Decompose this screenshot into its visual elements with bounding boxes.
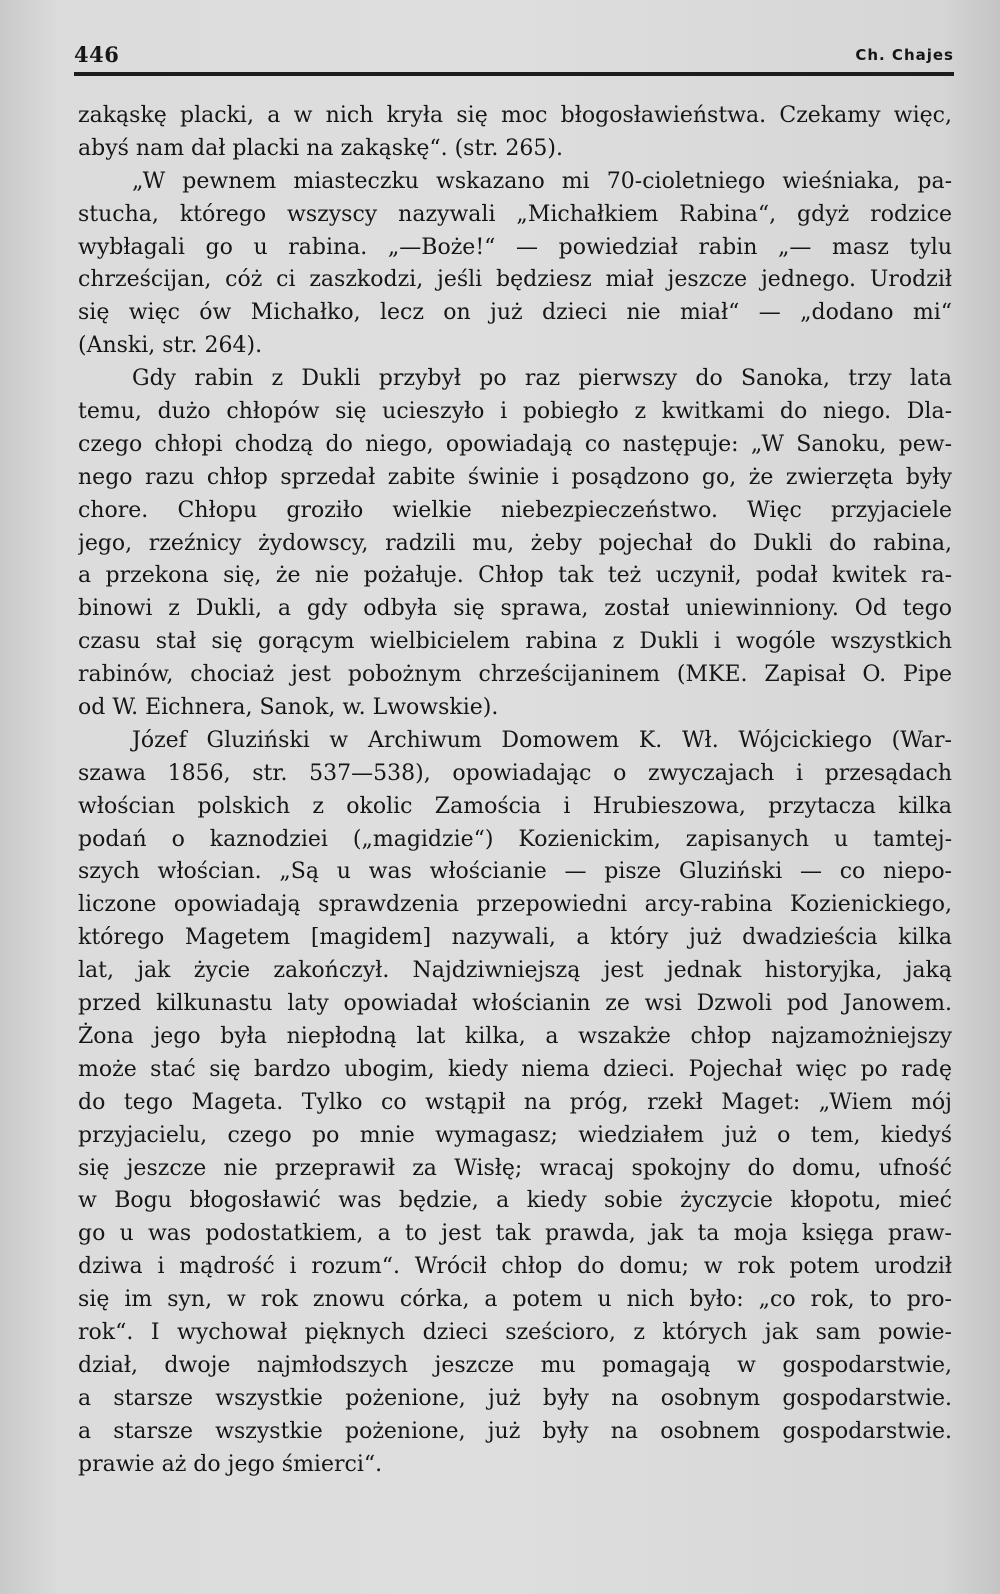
- text-line: chrześcijan, cóż ci zaszkodzi, jeśli będziesz miał jeszcze jednego. Urodził: [78, 267, 952, 293]
- text-line: się więc ów Michałko, lecz on już dzieci nie miał“ — „dodano mi“: [78, 300, 952, 326]
- text-line: Józef Gluziński w Archiwum Domowem K. Wł. Wójcickiego (War-: [132, 727, 952, 753]
- text-line: wybłagali go u rabina. „—Boże!“ — powiedział rabin „— masz tylu: [78, 234, 952, 260]
- text-line: przyjacielu, czego po mnie wymagasz; wiedziałem już o tem, kiedyś: [78, 1122, 952, 1148]
- text-line: jego, rzeźnicy żydowscy, radzili mu, żeby pojechał do Dukli do rabina,: [78, 530, 952, 556]
- text-line: chore. Chłopu groziło wielkie niebezpieczeństwo. Więc przyjaciele: [78, 497, 952, 523]
- running-head: Ch. Chajes: [855, 46, 954, 64]
- text-line: „W pewnem miasteczku wskazano mi 70-cioletniego wieśniaka, pa-: [132, 168, 952, 194]
- text-line: temu, dużo chłopów się ucieszyło i pobiegło z kwitkami do niego. Dla-: [78, 399, 952, 425]
- text-line: Gdy rabin z Dukli przybył po raz pierwszy do Sanoka, trzy lata: [132, 366, 952, 392]
- text-line: czasu stał się gorącym wielbicielem rabina z Dukli i wogóle wszystkich: [78, 629, 952, 655]
- text-line: się jeszcze nie przeprawił za Wisłę; wracaj spokojny do domu, ufność: [78, 1155, 952, 1181]
- body-text: [78, 100, 952, 1481]
- text-line: może stać się bardzo ubogim, kiedy niema dzieci. Pojechał więc po radę: [78, 1056, 952, 1082]
- text-line: abyś nam dał placki na zakąskę“. (str. 265).: [78, 135, 563, 161]
- text-line: dziwa i mądrość i rozum“. Wrócił chłop do domu; w rok potem urodził: [78, 1254, 952, 1280]
- text-line: liczone opowiadają sprawdzenia przepowiedni arcy-rabina Kozienickiego,: [78, 892, 952, 918]
- text-line: a starsze wszystkie pożenione, już były na osobnym gospodarstwie.: [78, 1385, 952, 1411]
- text-line: przed kilkunastu laty opowiadał włościanin ze wsi Dzwoli pod Janowem.: [78, 991, 952, 1017]
- text-line: go u was podostatkiem, a to jest tak prawda, jak ta moja księga praw-: [78, 1221, 952, 1247]
- text-line: binowi z Dukli, a gdy odbyła się sprawa, został uniewinniony. Od tego: [78, 596, 952, 622]
- text-line: włościan polskich z okolic Zamościa i Hrubieszowa, przytacza kilka: [78, 793, 952, 819]
- text-line: rabinów, chociaż jest pobożnym chrześcijaninem (MKE. Zapisał O. Pipe: [78, 662, 952, 688]
- text-line: dział, dwoje najmłodszych jeszcze mu pomagają w gospodarstwie,: [78, 1352, 952, 1378]
- text-line: się im syn, w rok znowu córka, a potem u nich było: „co rok, to pro-: [78, 1287, 952, 1313]
- page-header: [74, 38, 954, 72]
- text-line: w Bogu błogosławić was będzie, a kiedy sobie życzycie kłopotu, mieć: [78, 1188, 952, 1214]
- text-line: a przekona się, że nie pożałuje. Chłop tak też uczynił, podał kwitek ra-: [78, 563, 952, 589]
- text-line: szych włościan. „Są u was włościanie — pisze Gluziński — co niepo-: [78, 859, 952, 885]
- header-rule: [74, 72, 954, 76]
- text-line: czego chłopi chodzą do niego, opowiadają co następuje: „W Sanoku, pew-: [78, 431, 952, 457]
- text-line: szawa 1856, str. 537—538), opowiadając o zwyczajach i przesądach: [78, 760, 952, 786]
- text-line: do tego Mageta. Tylko co wstąpił na próg, rzekł Maget: „Wiem mój: [78, 1089, 952, 1115]
- text-line: którego Magetem [magidem] nazywali, a który już dwadzieścia kilka: [78, 925, 952, 951]
- page-number: 446: [74, 42, 120, 67]
- text-line: lat, jak życie zakończył. Najdziwniejszą jest jednak historyjka, jaką: [78, 958, 952, 984]
- text-line: zakąskę placki, a w nich kryła się moc błogosławieństwa. Czekamy więc,: [78, 103, 952, 128]
- text-line: a starsze wszystkie pożenione, już były na osobnem gospodarstwie.: [78, 1418, 952, 1444]
- text-line: (Anski, str. 264).: [78, 333, 263, 359]
- text-line: rok“. I wychował pięknych dzieci sześcioro, z których jak sam powie-: [78, 1319, 952, 1345]
- text-line: stucha, którego wszyscy nazywali „Michałkiem Rabina“, gdyż rodzice: [78, 201, 952, 227]
- text-line: od W. Eichnera, Sanok, w. Lwowskie).: [78, 695, 499, 721]
- text-line: Żona jego była niepłodną lat kilka, a wszakże chłop najzamożniejszy: [78, 1023, 952, 1049]
- text-line: podań o kaznodziei („magidzie“) Kozienickim, zapisanych u tamtej-: [78, 826, 952, 852]
- text-line: nego razu chłop sprzedał zabite świnie i posądzono go, że zwierzęta były: [78, 464, 952, 490]
- text-line: prawie aż do jego śmierci“.: [78, 1451, 383, 1477]
